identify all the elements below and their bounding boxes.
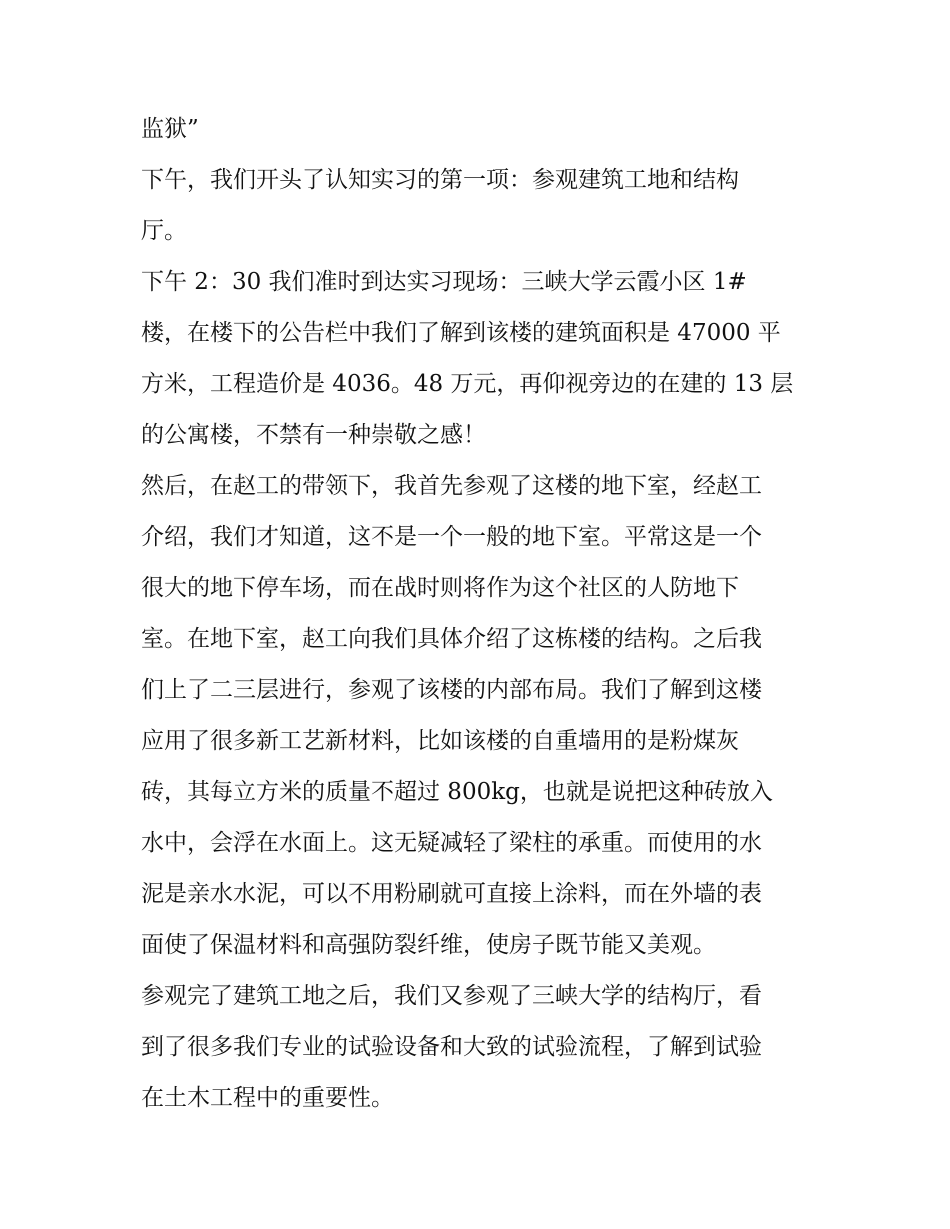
text-line: 应用了很多新工艺新材料，比如该楼的自重墙用的是粉煤灰 (141, 728, 739, 754)
text-line: 泥是亲水水泥，可以不用粉刷就可直接上涂料，而在外墙的表 (141, 881, 762, 907)
text-line: 到了很多我们专业的试验设备和大致的试验流程，了解到试验 (141, 1034, 762, 1060)
text-line: 很大的地下停车场，而在战时则将作为这个社区的人防地下 (141, 575, 739, 601)
text-line: 楼，在楼下的公告栏中我们了解到该楼的建筑面积是 47000 平 (141, 320, 781, 346)
text-line: 监狱” (141, 116, 199, 142)
text-line: 下午，我们开头了认知实习的第一项：参观建筑工地和结构 (141, 167, 739, 193)
text-line: 在土木工程中的重要性。 (141, 1085, 394, 1111)
text-line: 室。在地下室，赵工向我们具体介绍了这栋楼的结构。之后我 (141, 626, 762, 652)
text-line: 方米，工程造价是 4036。48 万元，再仰视旁边的在建的 13 层 (141, 371, 794, 397)
text-line: 介绍，我们才知道，这不是一个一般的地下室。平常这是一个 (141, 524, 762, 550)
text-line: 水中，会浮在水面上。这无疑减轻了梁柱的承重。而使用的水 (141, 830, 762, 856)
text-line: 然后，在赵工的带领下，我首先参观了这楼的地下室，经赵工 (141, 473, 762, 499)
text-line: 面使了保温材料和高强防裂纤维，使房子既节能又美观。 (141, 932, 716, 958)
text-line: 们上了二三层进行，参观了该楼的内部布局。我们了解到这楼 (141, 677, 762, 703)
text-line: 的公寓楼，不禁有一种崇敬之感！ (141, 422, 486, 448)
text-line: 下午 2：30 我们准时到达实习现场：三峡大学云霞小区 1# (141, 269, 747, 295)
document-body (141, 104, 813, 1124)
text-line: 厅。 (141, 218, 187, 244)
text-line: 参观完了建筑工地之后，我们又参观了三峡大学的结构厅，看 (141, 983, 762, 1009)
text-line: 砖，其每立方米的质量不超过 800kg，也就是说把这种砖放入 (141, 779, 773, 805)
